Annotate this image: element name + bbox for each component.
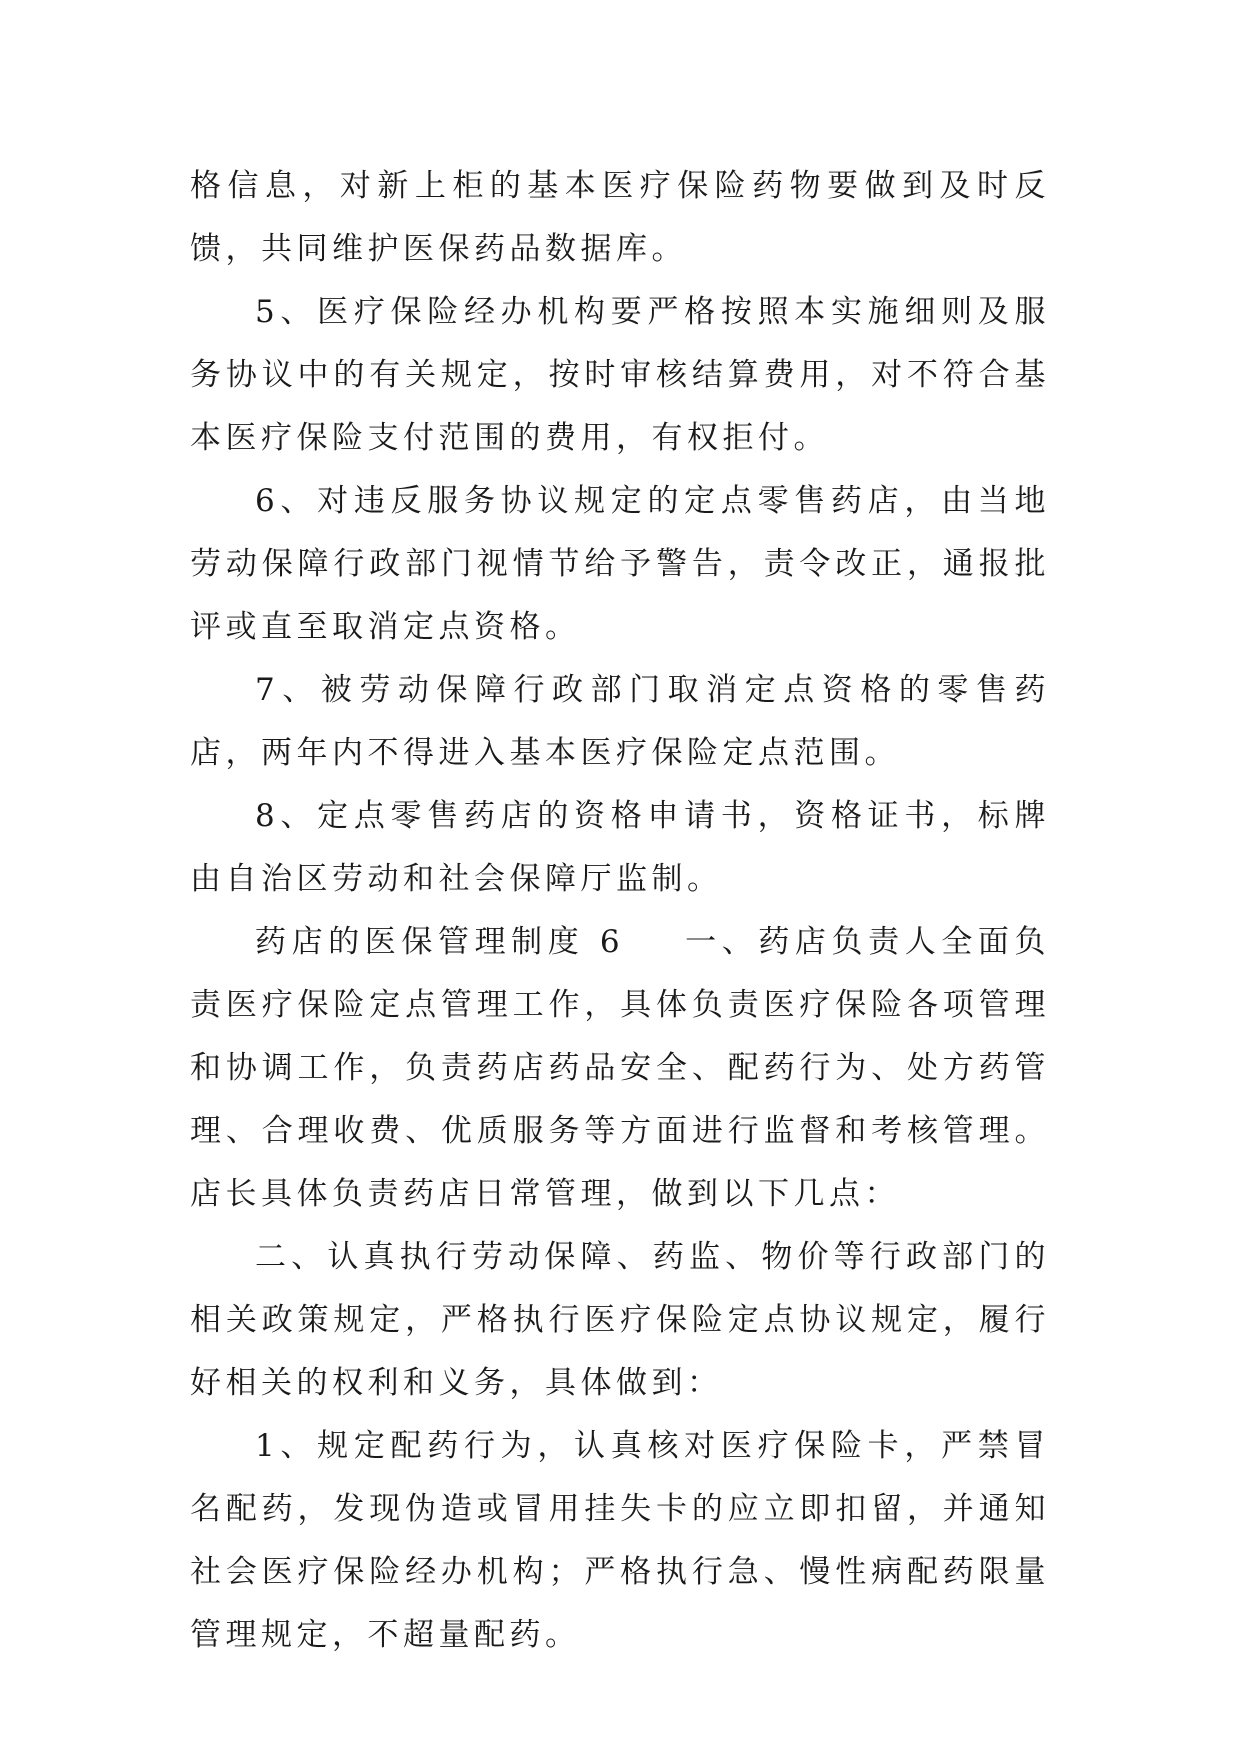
paragraph-item-7: 7、被劳动保障行政部门取消定点资格的零售药店，两年内不得进入基本医疗保险定点范围。 bbox=[190, 672, 1050, 771]
section-heading: 药店的医保管理制度 6 bbox=[255, 924, 625, 960]
paragraph-sub-item-1: 1、规定配药行为，认真核对医疗保险卡，严禁冒名配药，发现伪造或冒用挂失卡的应立即扣留，并通知社会医疗保险经办机构；严格执行急、慢性病配药限量管理规定，不超量配药。 bbox=[190, 1428, 1050, 1653]
paragraph-item-5: 5、医疗保险经办机构要严格按照本实施细则及服务协议中的有关规定，按时审核结算费用，对不符合基本医疗保险支付范围的费用，有权拒付。 bbox=[190, 294, 1050, 456]
paragraph-item-8: 8、定点零售药店的资格申请书，资格证书，标牌由自治区劳动和社会保障厅监制。 bbox=[190, 798, 1050, 897]
paragraph-item-6: 6、对违反服务协议规定的定点零售药店，由当地劳动保障行政部门视情节给予警告，责令改正，通报批评或直至取消定点资格。 bbox=[190, 483, 1050, 645]
paragraph-continued: 格信息，对新上柜的基本医疗保险药物要做到及时反馈，共同维护医保药品数据库。 bbox=[190, 168, 1050, 267]
section-paragraph bbox=[190, 911, 1050, 1226]
paragraph-clause-2: 二、认真执行劳动保障、药监、物价等行政部门的相关政策规定，严格执行医疗保险定点协议规定，履行好相关的权利和义务，具体做到： bbox=[190, 1239, 1050, 1401]
document-body bbox=[190, 155, 1050, 1667]
section-first-clause: 一、药店负责人全面负责医疗保险定点管理工作，具体负责医疗保险各项管理和协调工作，负责药店药品安全、配药行为、处方药管理、合理收费、优质服务等方面进行监督和考核管理。店长具体负责药店日常管理，做到以下几点： bbox=[190, 924, 1051, 1212]
